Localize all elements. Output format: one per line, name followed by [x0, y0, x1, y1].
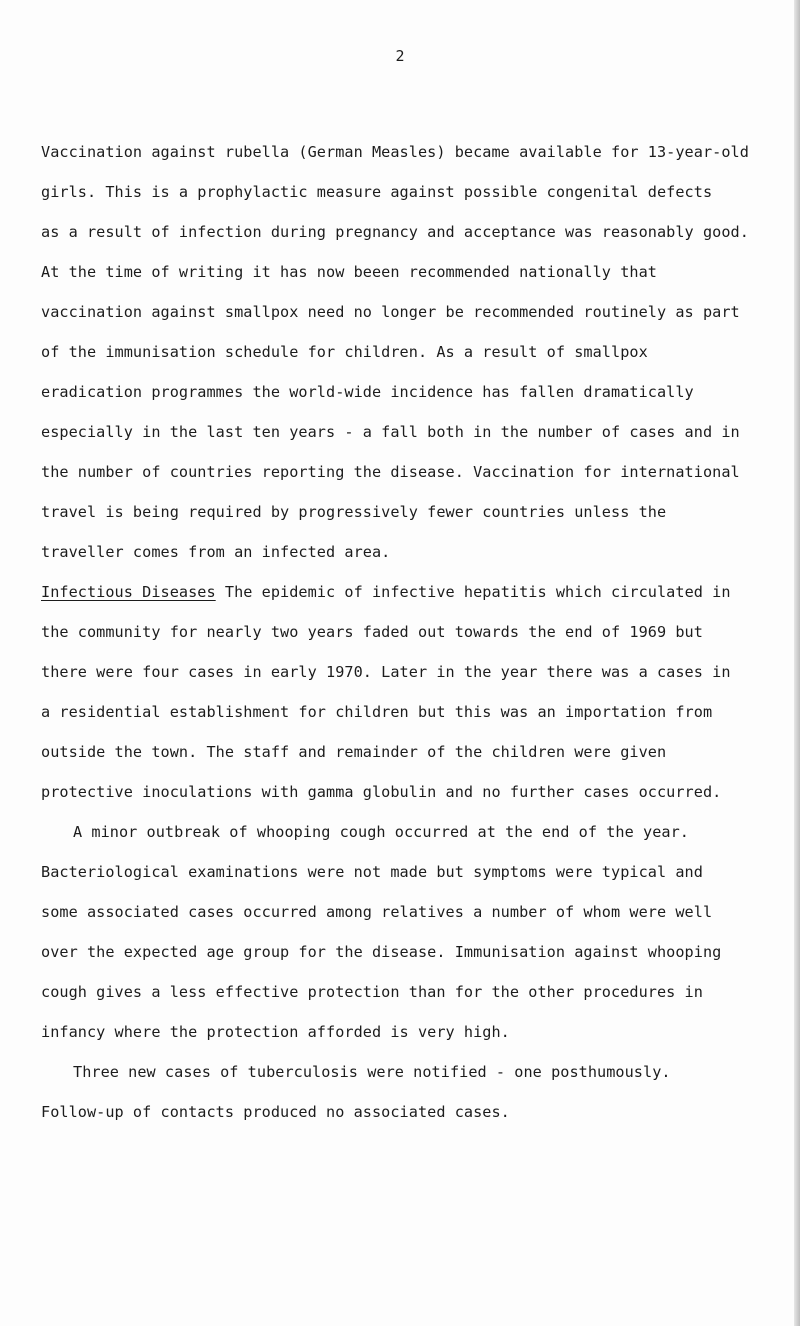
page-edge-shadow: [794, 0, 800, 1326]
text-line: the community for nearly two years faded out towards the end of 1969 but: [41, 623, 703, 641]
text-line: the number of countries reporting the disease. Vaccination for international: [41, 463, 740, 481]
text-line: At the time of writing it has now beeen recommended nationally that: [41, 263, 657, 281]
text-line: eradication programmes the world-wide incidence has fallen dramatically: [41, 383, 694, 401]
text-line: protective inoculations with gamma globulin and no further cases occurred.: [41, 783, 722, 801]
text-line: [41, 582, 731, 602]
text-line: outside the town. The staff and remainder of the children were given: [41, 743, 667, 761]
section-heading: Infectious Diseases: [41, 583, 216, 601]
text-span: The epidemic of infective hepatitis which circulated in: [215, 583, 731, 601]
text-line: traveller comes from an infected area.: [41, 543, 391, 561]
text-line: Vaccination against rubella (German Measles) became available for 13-year-old: [41, 143, 749, 161]
text-line: cough gives a less effective protection than for the other procedures in: [41, 983, 703, 1001]
text-line: girls. This is a prophylactic measure against possible congenital defects: [41, 183, 713, 201]
text-line: A minor outbreak of whooping cough occurred at the end of the year.: [73, 823, 689, 841]
text-line: of the immunisation schedule for children. As a result of smallpox: [41, 343, 648, 361]
text-line: infancy where the protection afforded is very high.: [41, 1023, 510, 1041]
text-line: especially in the last ten years - a fall both in the number of cases and in: [41, 423, 740, 441]
text-line: there were four cases in early 1970. Later in the year there was a cases in: [41, 663, 731, 681]
text-line: vaccination against smallpox need no longer be recommended routinely as part: [41, 303, 740, 321]
text-line: Bacteriological examinations were not made but symptoms were typical and: [41, 863, 703, 881]
text-line: some associated cases occurred among relatives a number of whom were well: [41, 903, 713, 921]
text-line: Follow-up of contacts produced no associated cases.: [41, 1103, 510, 1121]
page-number: 2: [395, 47, 405, 65]
text-line: Three new cases of tuberculosis were notified - one posthumously.: [73, 1063, 671, 1081]
text-line: a residential establishment for children but this was an importation from: [41, 703, 713, 721]
text-line: as a result of infection during pregnancy and acceptance was reasonably good.: [41, 223, 749, 241]
text-line: over the expected age group for the disease. Immunisation against whooping: [41, 943, 722, 961]
text-line: travel is being required by progressively fewer countries unless the: [41, 503, 667, 521]
